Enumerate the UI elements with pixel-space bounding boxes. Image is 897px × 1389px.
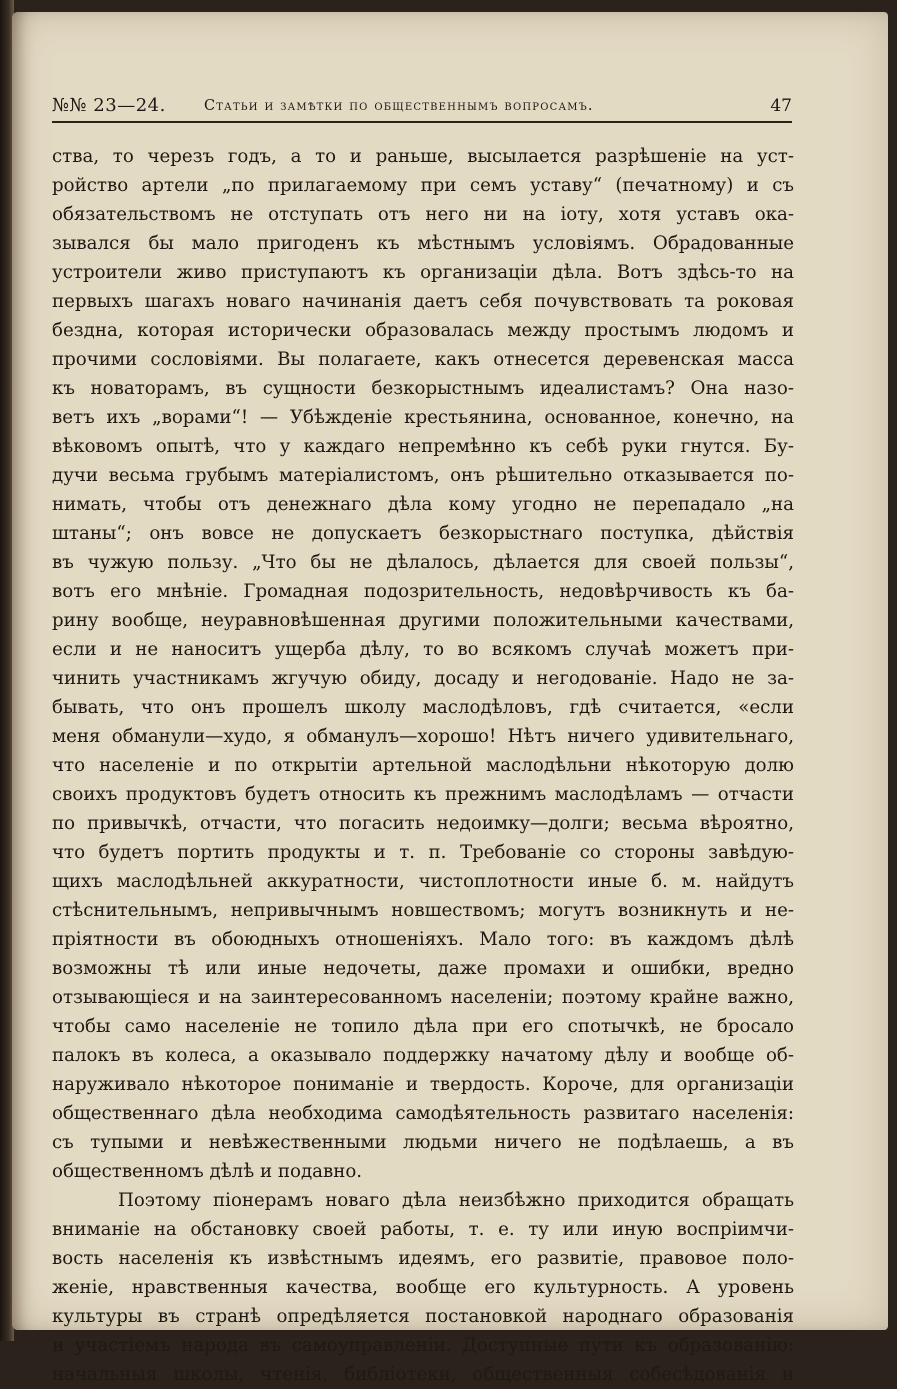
text-line: меня обманули—худо, я обманулъ—хорошо! Нѣтъ ничего удивительнаго, — [52, 726, 794, 747]
text-line: бездна, которая исторически образовалась между простымъ людомъ и — [52, 320, 794, 341]
text-line: наруживало нѣкоторое пониманіе и твердость. Короче, для организаціи — [52, 1074, 794, 1095]
text-line: бывать, что онъ прошелъ школу маслодѣловъ, гдѣ считается, «если — [52, 697, 794, 718]
text-line: стѣснительнымъ, непривычнымъ новшествомъ; могутъ возникнуть и не- — [52, 900, 794, 921]
text-line: своихъ продуктовъ будетъ относить къ прежнимъ маслодѣламъ — отчасти — [52, 784, 794, 805]
text-line: къ новаторамъ, въ сущности безкорыстнымъ идеалистамъ? Она назо- — [52, 378, 794, 399]
text-line: устроители живо приступаютъ къ организаціи дѣла. Вотъ здѣсь-то на — [52, 262, 794, 283]
text-line: обязательствомъ не отступать отъ него ни на іоту, хотя уставъ ока- — [52, 204, 794, 225]
text-line: палокъ въ колеса, а оказывало поддержку начатому дѣлу и вообще об- — [52, 1045, 794, 1066]
text-line: что будетъ портить продукты и т. п. Требованіе со стороны завѣдую- — [52, 842, 794, 863]
text-line: пріятности въ обоюдныхъ отношеніяхъ. Мало того: въ каждомъ дѣлѣ — [52, 929, 794, 950]
text-line: дучи весьма грубымъ матеріалистомъ, онъ рѣшительно отказывается по- — [52, 465, 794, 486]
text-line: по привычкѣ, отчасти, что погасить недоимку—долги; весьма вѣроятно, — [52, 813, 794, 834]
page-number: 47 — [770, 96, 792, 116]
text-line: прочими сословіями. Вы полагаете, какъ отнесется деревенская масса — [52, 349, 794, 370]
text-line: женіе, нравственныя качества, вообще его культурность. А уровень — [52, 1277, 794, 1298]
body-text — [52, 142, 794, 1389]
text-line: рину вообще, неуравновѣшенная другими положительными качествами, — [52, 610, 794, 631]
text-line: вниманіе на обстановку своей работы, т. е. ту или иную воспріимчи- — [52, 1219, 794, 1240]
text-line: штаны“; онъ вовсе не допускаетъ безкорыстнаго поступка, дѣйствія — [52, 523, 794, 544]
text-line: ства, то черезъ годъ, а то и раньше, высылается разрѣшеніе на уст- — [52, 146, 794, 167]
text-line: отзывающіеся и на заинтересованномъ населеніи; поэтому крайне важно, — [52, 987, 794, 1008]
running-header — [52, 92, 792, 120]
header-rule — [52, 121, 792, 123]
text-line: вѣковомъ опытѣ, что у каждаго непремѣнно къ себѣ руки гнутся. Бу- — [52, 436, 794, 457]
section-title: Статьи и замѣтки по общественнымъ вопросамъ. — [204, 98, 594, 114]
paragraph-start-line: Поэтому піонерамъ новаго дѣла неизбѣжно приходится обращать — [118, 1190, 794, 1211]
text-line: начальныя школы, чтенія, библіотеки, общественныя собесѣдованія и — [52, 1364, 794, 1385]
text-line: чтобы само населеніе не топило дѣла при его спотычкѣ, не бросало — [52, 1016, 794, 1037]
text-line: культуры въ странѣ опредѣляется постановкой народнаго образованія — [52, 1306, 794, 1327]
text-line: чинить участникамъ жгучую обиду, досаду и негодованіе. Надо не за- — [52, 668, 794, 689]
text-line: щихъ маслодѣльней аккуратности, чистоплотности иные б. м. найдутъ — [52, 871, 794, 892]
text-line: въ чужую пользу. „Что бы не дѣлалось, дѣлается для своей пользы“, — [52, 552, 794, 573]
text-line: общественнаго дѣла необходима самодѣятельность развитаго населенія: — [52, 1103, 794, 1124]
text-line: ройство артели „по прилагаемому при семъ уставу“ (печатному) и съ — [52, 175, 794, 196]
text-line: возможны тѣ или иные недочеты, даже промахи и ошибки, вредно — [52, 958, 794, 979]
text-line: что населеніе и по открытіи артельной маслодѣльни нѣкоторую долю — [52, 755, 794, 776]
text-line: съ тупыми и невѣжественными людьми ничего не подѣлаешь, а въ — [52, 1132, 794, 1153]
text-line: нимать, чтобы отъ денежнаго дѣла кому угодно не перепадало „на — [52, 494, 794, 515]
text-line: и участіемъ народа въ самоуправленіи. Доступные пути къ образованію: — [52, 1335, 794, 1356]
text-line: зывался бы мало пригоденъ къ мѣстнымъ условіямъ. Обрадованные — [52, 233, 794, 254]
text-line: вотъ его мнѣніе. Громадная подозрительность, недовѣрчивость къ ба- — [52, 581, 794, 602]
text-line: вость населенія къ извѣстнымъ идеямъ, его развитіе, правовое поло- — [52, 1248, 794, 1269]
text-line: ветъ ихъ „ворами“! — Убѣжденіе крестьянина, основанное, конечно, на — [52, 407, 794, 428]
text-line: первыхъ шагахъ новаго начинанія даетъ себя почувствовать та роковая — [52, 291, 794, 312]
paragraph-end-line: общественномъ дѣлѣ и подавно. — [52, 1161, 363, 1182]
text-line: если и не наноситъ ущерба дѣлу, то во всякомъ случаѣ можетъ при- — [52, 639, 794, 660]
issue-number: №№ 23—24. — [52, 95, 166, 116]
